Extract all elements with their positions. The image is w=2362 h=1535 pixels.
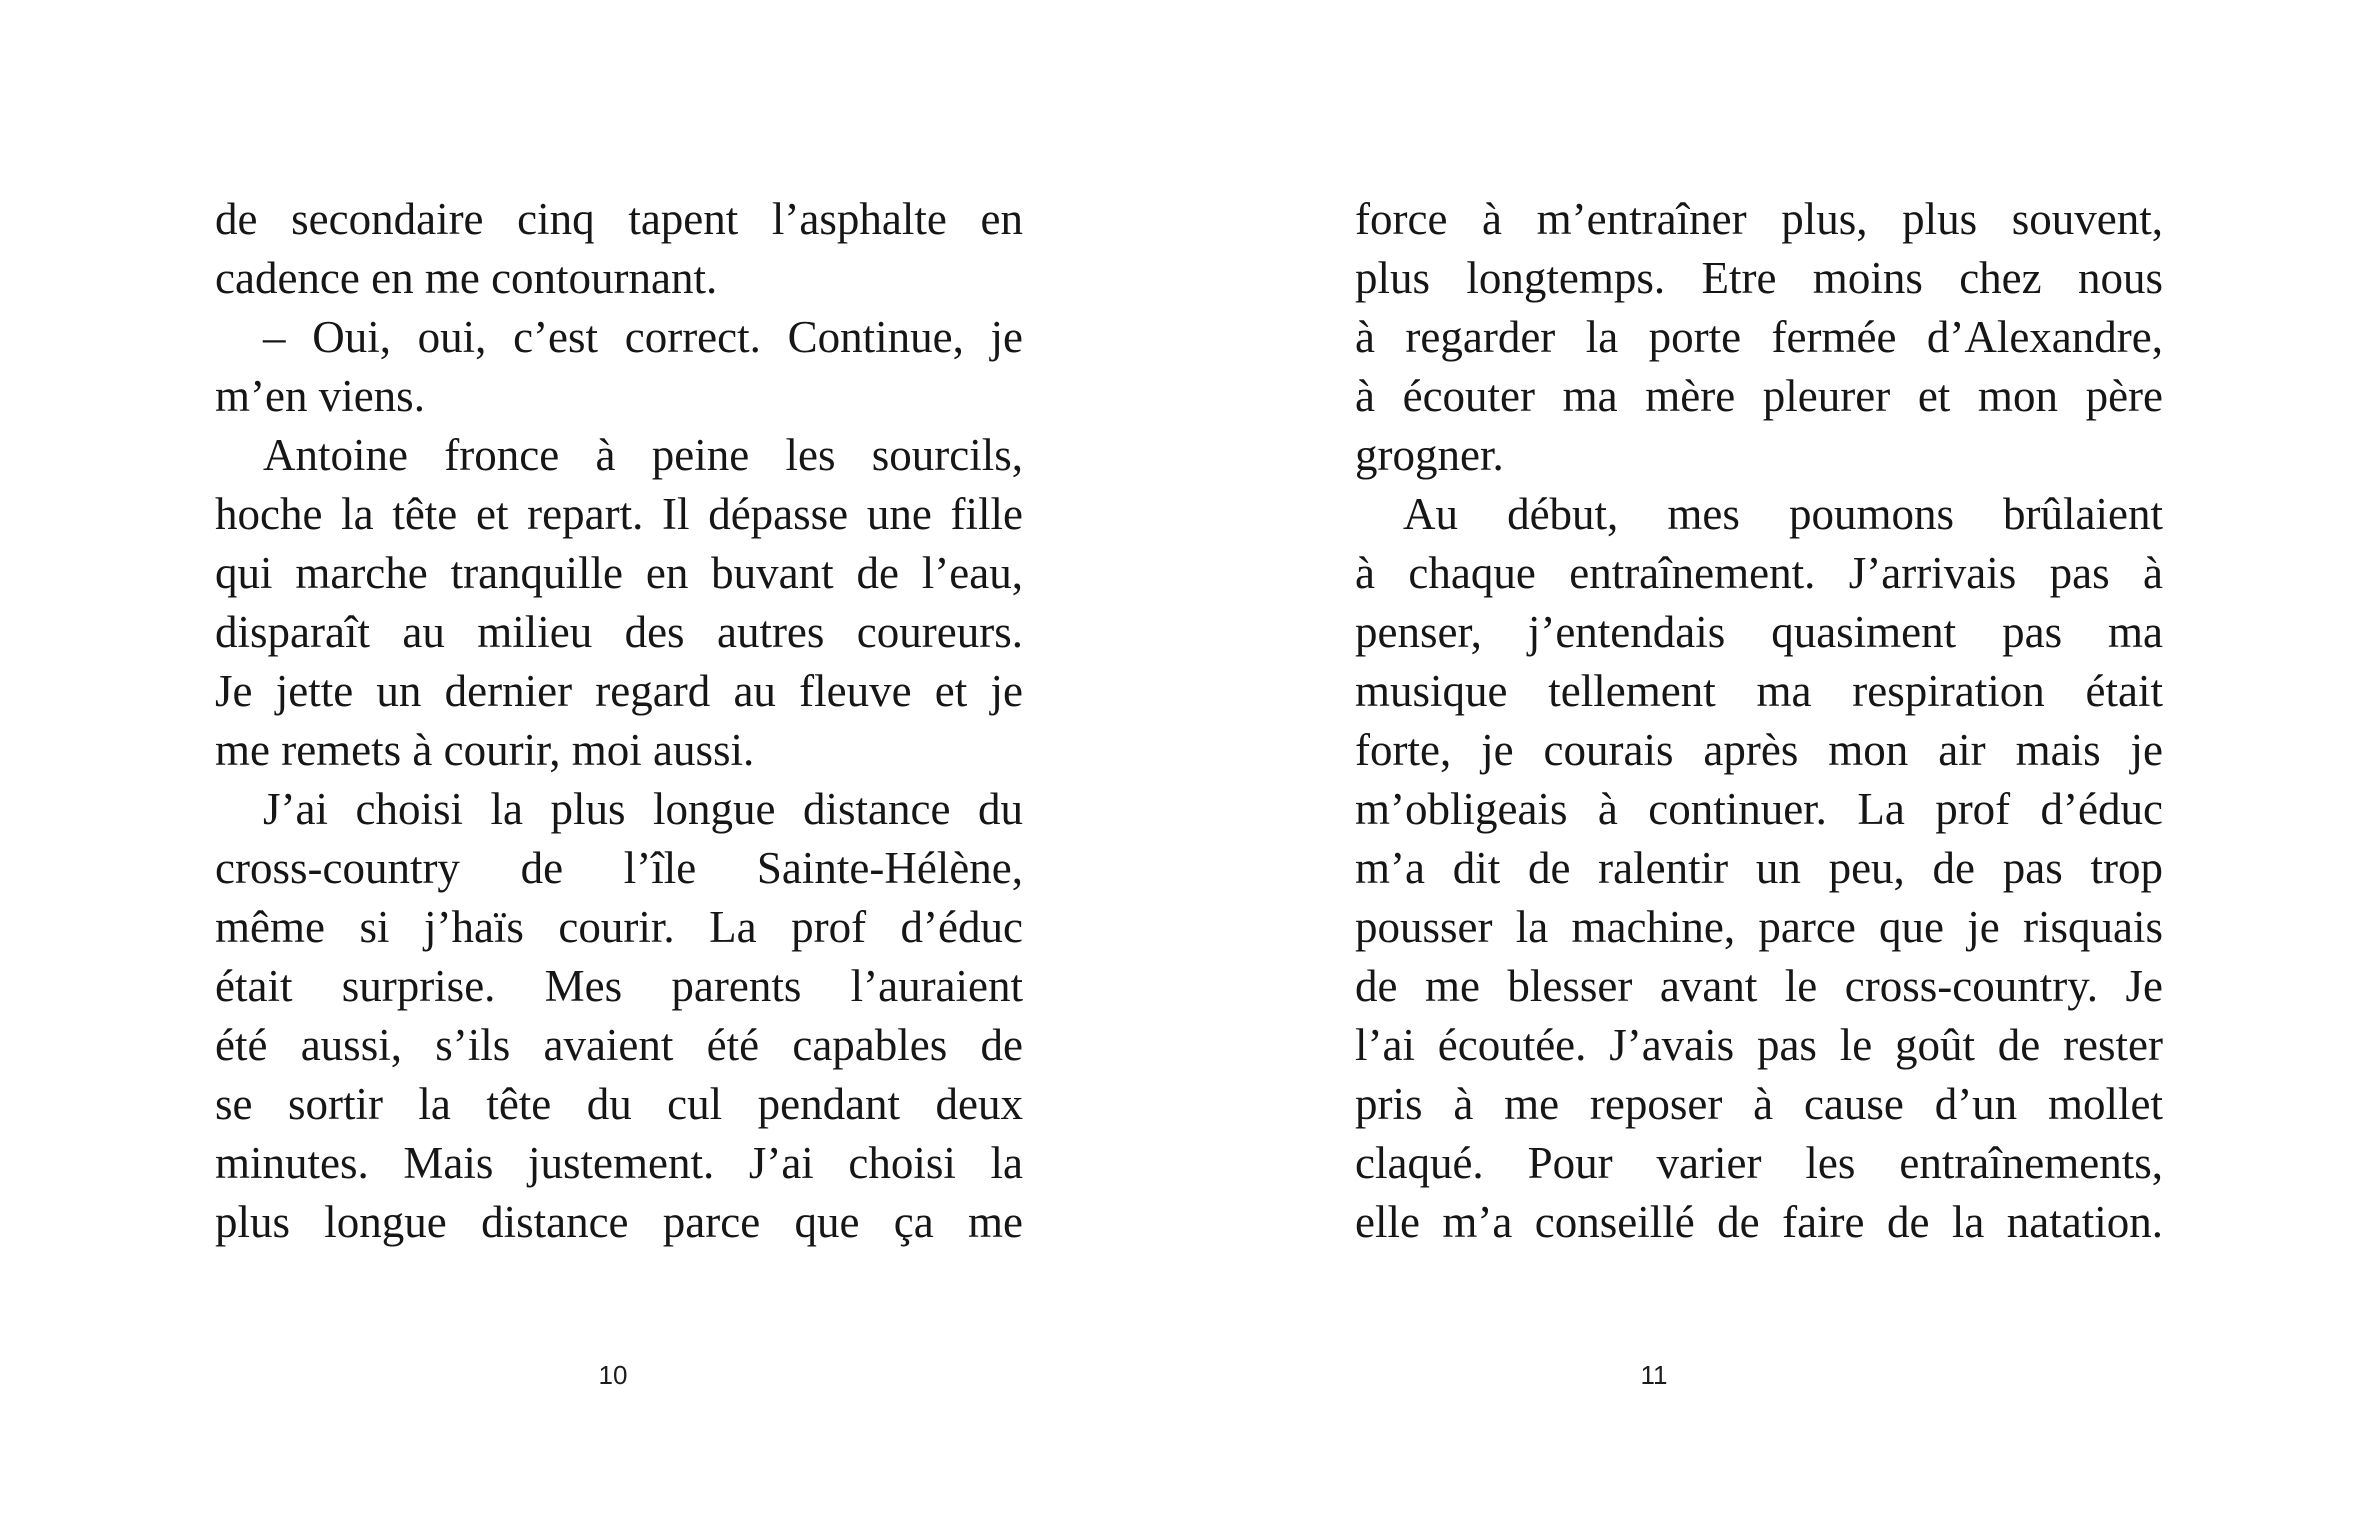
text-line: claqué. Pour varier les entraînements, xyxy=(1355,1138,2163,1188)
text-line: J’ai choisi la plus longue distance du xyxy=(263,784,1023,834)
text-line: à regarder la porte fermée d’Alexandre, xyxy=(1355,312,2163,362)
text-line: Antoine fronce à peine les sourcils, xyxy=(263,430,1023,480)
right-page-text xyxy=(1355,190,2163,1252)
text-line: Je jette un dernier regard au fleuve et je xyxy=(215,666,1023,716)
left-page-number: 10 xyxy=(598,1360,628,1390)
right-page xyxy=(1181,0,2362,1535)
text-line: à chaque entraînement. J’arrivais pas à xyxy=(1355,548,2163,598)
text-line: me remets à courir, moi aussi. xyxy=(215,725,755,775)
text-line: forte, je courais après mon air mais je xyxy=(1355,725,2163,775)
text-line: – Oui, oui, c’est correct. Continue, je xyxy=(263,312,1023,362)
text-line: m’obligeais à continuer. La prof d’éduc xyxy=(1355,784,2163,834)
text-line: hoche la tête et repart. Il dépasse une fille xyxy=(215,489,1023,539)
text-line: grogner. xyxy=(1355,430,1504,480)
text-line: m’en viens. xyxy=(215,371,425,421)
text-line: plus longtemps. Etre moins chez nous xyxy=(1355,253,2163,303)
text-line: disparaît au milieu des autres coureurs. xyxy=(215,607,1023,657)
text-line: de me blesser avant le cross-country. Je xyxy=(1355,961,2163,1011)
left-page-text xyxy=(215,190,1023,1252)
text-line: plus longue distance parce que ça me xyxy=(215,1197,1023,1247)
text-line: était surprise. Mes parents l’auraient xyxy=(215,961,1023,1011)
text-line: pris à me reposer à cause d’un mollet xyxy=(1355,1079,2163,1129)
text-line: se sortir la tête du cul pendant deux xyxy=(215,1079,1023,1129)
text-line: elle m’a conseillé de faire de la natation. xyxy=(1355,1197,2163,1247)
text-line: qui marche tranquille en buvant de l’eau, xyxy=(215,548,1023,598)
text-line: l’ai écoutée. J’avais pas le goût de rester xyxy=(1355,1020,2163,1070)
text-line: m’a dit de ralentir un peu, de pas trop xyxy=(1355,843,2163,893)
text-line: été aussi, s’ils avaient été capables de xyxy=(215,1020,1023,1070)
text-line: penser, j’entendais quasiment pas ma xyxy=(1355,607,2163,657)
text-line: pousser la machine, parce que je risquais xyxy=(1355,902,2163,952)
text-line: force à m’entraîner plus, plus souvent, xyxy=(1355,194,2163,244)
text-line: musique tellement ma respiration était xyxy=(1355,666,2163,716)
right-page-number: 11 xyxy=(1640,1360,1668,1390)
text-line: à écouter ma mère pleurer et mon père xyxy=(1355,371,2163,421)
text-line: Au début, mes poumons brûlaient xyxy=(1403,489,2163,539)
text-line: cross-country de l’île Sainte-Hélène, xyxy=(215,843,1023,893)
text-line: cadence en me contournant. xyxy=(215,253,718,303)
text-line: minutes. Mais justement. J’ai choisi la xyxy=(215,1138,1023,1188)
text-line: de secondaire cinq tapent l’asphalte en xyxy=(215,194,1023,244)
text-line: même si j’haïs courir. La prof d’éduc xyxy=(215,902,1023,952)
